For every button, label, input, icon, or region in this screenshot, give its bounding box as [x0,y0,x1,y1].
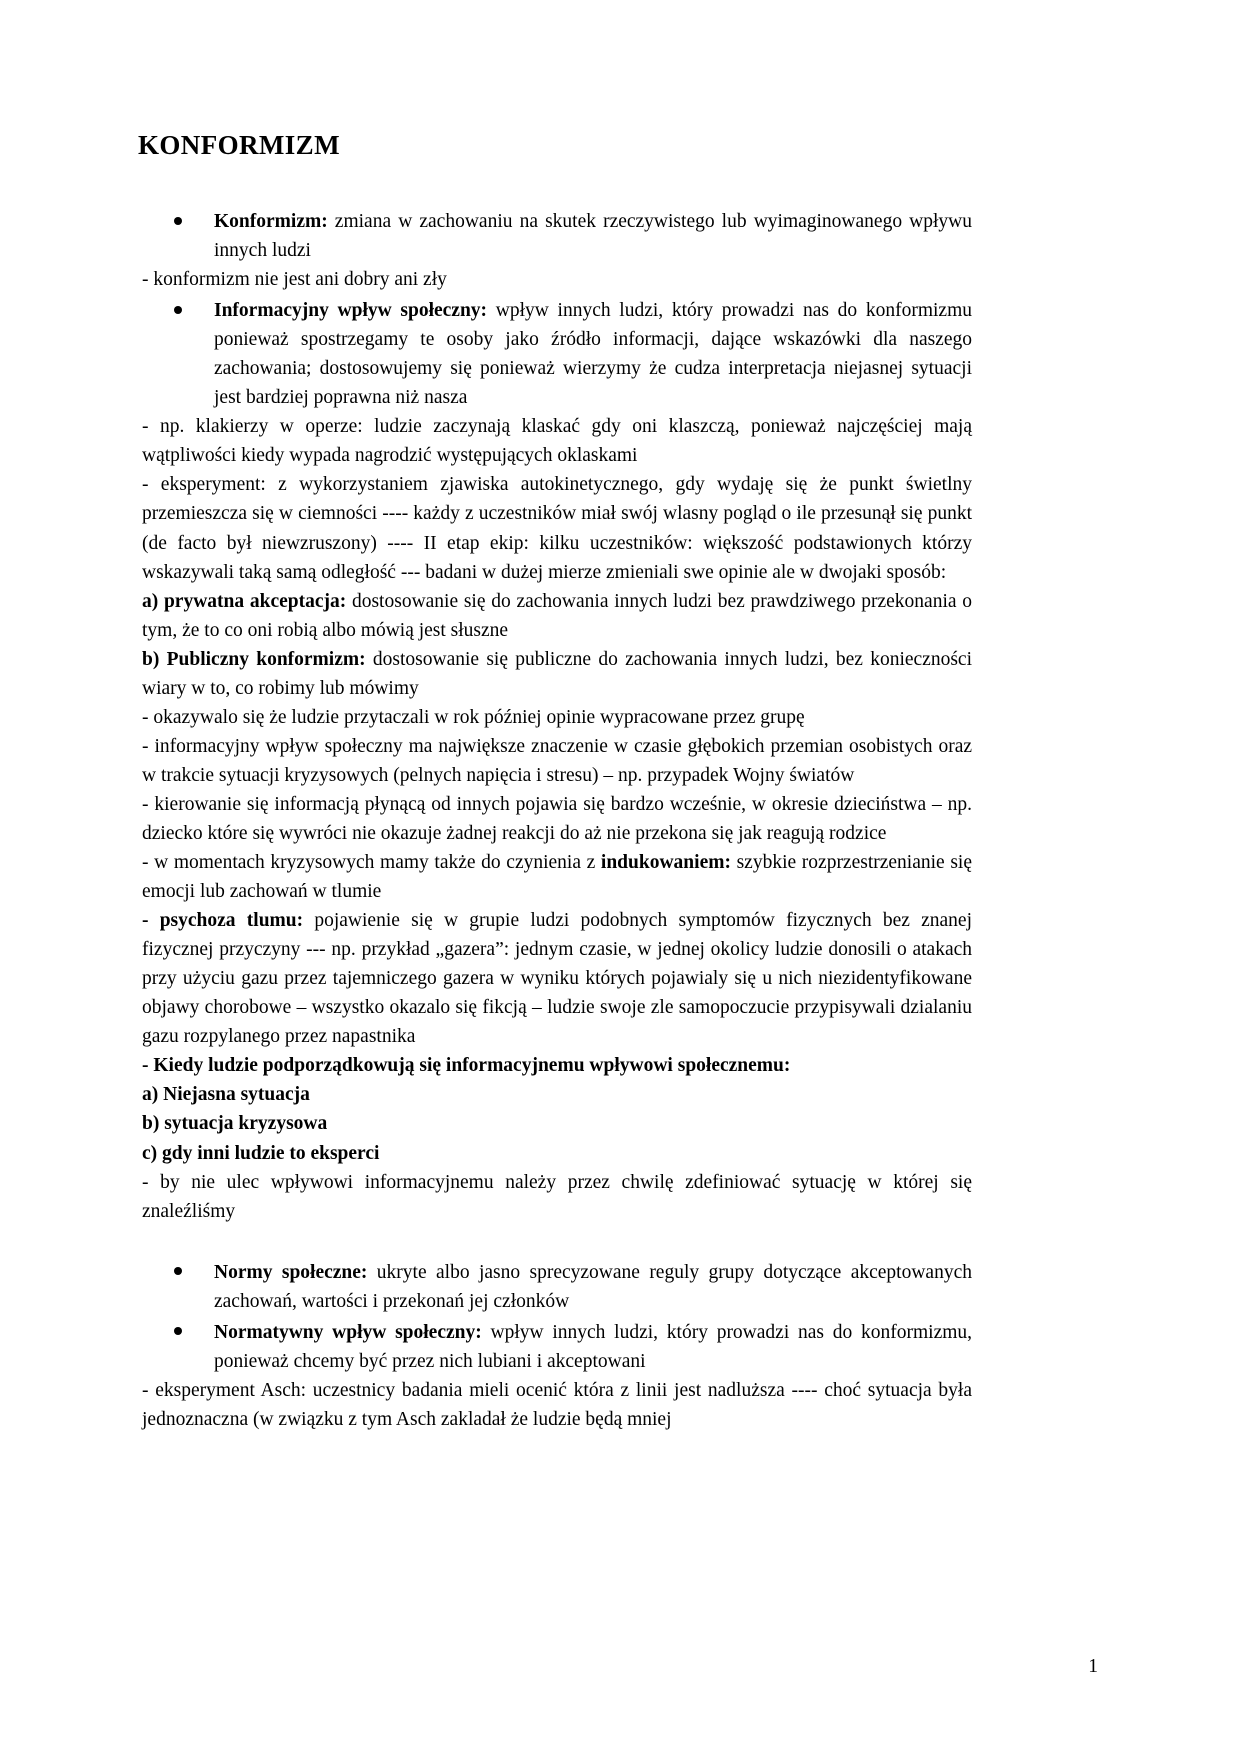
note-line [142,1168,972,1226]
condition-c: c) gdy inni ludzie to eksperci [142,1142,380,1164]
term-definition: wpływ innych ludzi, który prowadzi nas do konformizmu ponieważ spostrzegamy te osoby jako źródło informacji, dające wskazówki dla naszego zachowania; dostosowujemy się ponieważ wierzymy że cudza interpretacja niejasnej sytuacji jest bardziej poprawna niż nasza [214,300,972,409]
term-definition: dostosowanie się do zachowania innych ludzi bez prawdziwego przekonania o tym, że to co oni robią albo mówią jest słuszne [142,590,972,641]
term-label: Normy społeczne: [214,1261,368,1283]
term-label: b) Publiczny konformizm: [142,648,366,670]
term-label: a) prywatna akceptacja: [142,590,347,612]
term-label: indukowaniem: [600,852,731,874]
note-line-indukowanie [142,848,972,906]
note-text: - okazywalo się że ludzie przytaczali w rok później opinie wypracowane przez grupę [142,706,805,728]
note-line [142,470,972,586]
note-line [142,265,972,294]
term-label: Informacyjny wpływ społeczny: [214,300,488,322]
document-body [142,207,972,1434]
term-definition: ukryte albo jasno sprecyzowane reguly grupy dotyczące akceptowanych zachowań, wartości i przekonań jej członków [214,1261,972,1312]
note-line [142,1376,972,1434]
bullet-disc-icon [174,1267,182,1275]
list-item [142,1258,972,1316]
definition-psychoza-tlumu [142,906,972,1051]
term-label: Konformizm: [214,211,328,232]
note-text: - np. klakierzy w operze: ludzie zaczynają klaskać gdy oni klaszczą, ponieważ najczęściej mają wątpliwości kiedy wypada nagrodzić występujących oklaskami [142,416,972,467]
note-line [142,732,972,790]
note-text: - eksperyment Asch: uczestnicy badania mieli ocenić która z linii jest nadluższa ---- choć sytuacja była jednoznaczna (w związku z tym Asch zakladał że ludzie będą mniej [142,1379,972,1430]
list-item [142,207,972,265]
note-text: - eksperyment: z wykorzystaniem zjawiska autokinetycznego, gdy wydaję się że punkt świetlny przemieszcza się w ciemności ---- każdy z uczestników miał swój wlasny pogląd o ile przesunął się punkt (de facto był niewzruszony) ---- II etap ekip: kilku uczestników: większość podstawionych którzy wskazywali taką samą odległość --- badani w dużej mierze zmieniali swe opinie ale w dwojaki sposób: [142,474,972,583]
term-definition: pojawienie się w grupie ludzi podobnych symptomów fizycznych bez znanej fizycznej przyczyny --- np. przykład „gazera”: jednym czasie, w jednej okolicy ludzie donosili o atakach przy użyciu gazu przez tajemniczego gazera w wyniku których pojawialy się u nich niezidentyfikowane objawy chorobowe – wszystko okazalo się fikcją – ludzie swoje zle samopoczucie przypisywali dzialaniu gazu rozpylanego przez napastnika [142,910,973,1048]
bullet-disc-icon [174,1327,182,1335]
bullet-disc-icon [174,217,182,225]
term-definition: wpływ innych ludzi, który prowadzi nas do konformizmu, ponieważ chcemy być przez nich lubiani i akceptowani [214,1321,973,1372]
condition-a: a) Niejasna sytuacja [142,1084,310,1106]
term-definition: zmiana w zachowaniu na skutek rzeczywistego lub wyimaginowanego wpływu innych ludzi [214,211,972,262]
page-title: KONFORMIZM [138,130,340,160]
note-text: - informacyjny wpływ społeczny ma największe znaczenie w czasie głębokich przemian osobistych oraz w trakcie sytuacji kryzysowych (pelnych napięcia i stresu) – np. przypadek Wojny światów [142,735,972,786]
note-text: - kierowanie się informacją płynącą od innych pojawia się bardzo wcześnie, w okresie dzieciństwa – np. dziecko które się wywróci nie okazuje żadnej reakcji do aż nie przekona się jak reagują rodzice [142,793,972,844]
condition-b: b) sytuacja kryzysowa [142,1113,328,1135]
page-number: 1 [1088,1655,1098,1677]
note-line [142,412,972,470]
definition-b [142,645,972,703]
note-text: - konformizm nie jest ani dobry ani zły [142,269,447,291]
section-spacer [142,1226,972,1256]
definition-a [142,587,972,645]
term-definition: dostosowanie się publiczne do zachowania innych ludzi, bez konieczności wiary w to, co robimy lub mówimy [142,648,973,699]
note-text-pre: - w momentach kryzysowych mamy także do czynienia z [142,852,601,874]
term-label: Normatywny wpływ społeczny: [214,1321,482,1343]
list-item [142,1318,972,1376]
note-line [142,703,972,732]
bullet-disc-icon [174,306,182,314]
list-item [142,296,972,412]
heading-kiedy-ludzie: - Kiedy ludzie podporządkowują się informacyjnemu wpływowi społecznemu: [142,1055,791,1077]
term-label: - psychoza tlumu: [142,910,304,932]
note-text-post: szybkie rozprzestrzenianie się emocji lub zachowań w tlumie [142,852,972,903]
note-line [142,790,972,848]
note-text: - by nie ulec wpływowi informacyjnemu należy przez chwilę zdefiniować sytuację w której się znaleźliśmy [142,1171,972,1222]
